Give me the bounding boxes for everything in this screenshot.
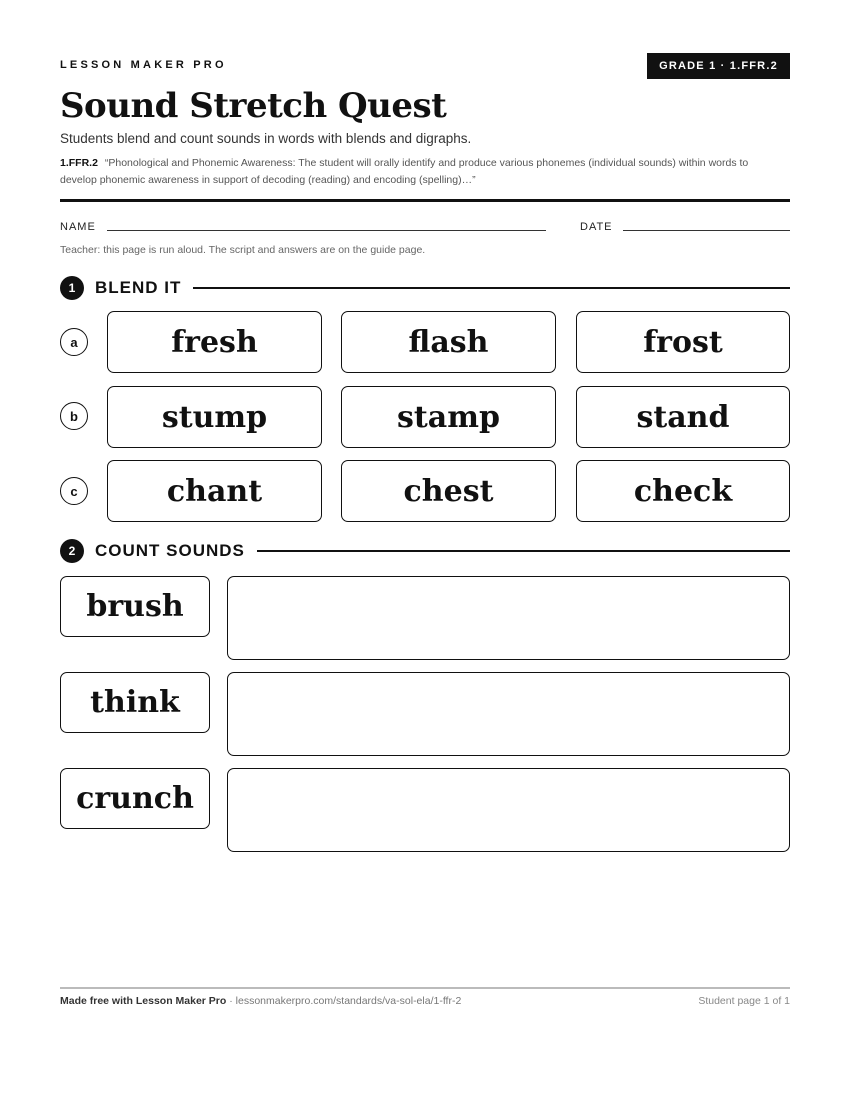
page-subtitle: Students blend and count sounds in words with blends and digraphs.	[60, 131, 472, 146]
section-number: 1	[60, 276, 84, 300]
grade-badge: GRADE 1 · 1.FFR.2	[647, 53, 790, 79]
count-word-card: brush	[60, 576, 210, 637]
standard-code: 1.FFR.2	[60, 157, 98, 169]
date-line[interactable]	[623, 230, 790, 231]
teacher-note: Teacher: this page is run aloud. The script and answers are on the guide page.	[60, 244, 426, 256]
footer-page-number: Student page 1 of 1	[698, 995, 790, 1007]
section-title: COUNT SOUNDS	[95, 541, 245, 560]
answer-box[interactable]	[227, 672, 790, 756]
footer-url[interactable]: lessonmakerpro.com/standards/va-sol-ela/1-ffr-2	[235, 995, 462, 1007]
section-count-sounds-header	[60, 539, 790, 563]
section-divider	[257, 550, 790, 552]
name-label: NAME	[60, 221, 96, 233]
row-letter-c: c	[60, 477, 88, 505]
section-title: BLEND IT	[95, 278, 182, 297]
footer-separator: ·	[226, 995, 236, 1007]
answer-box[interactable]	[227, 576, 790, 660]
word-card: stamp	[341, 386, 556, 448]
footer-maker: Made free with Lesson Maker Pro	[60, 995, 227, 1007]
section-divider	[193, 287, 790, 289]
header-divider	[60, 199, 790, 202]
word-card: flash	[341, 311, 556, 373]
count-word-card: crunch	[60, 768, 210, 829]
section-blend-it-header	[60, 276, 790, 300]
count-word-card: think	[60, 672, 210, 733]
word-card: stand	[576, 386, 790, 448]
brand-name: LESSON MAKER PRO	[60, 59, 227, 71]
word-card: chant	[107, 460, 322, 522]
standard-text: “Phonological and Phonemic Awareness: The student will orally identify and produce various phonemes (individual sounds) within words to develop phonemic awareness in support of decoding (reading) and encoding (spelling)…”	[60, 157, 749, 186]
answer-box[interactable]	[227, 768, 790, 852]
word-card: check	[576, 460, 790, 522]
section-number: 2	[60, 539, 84, 563]
word-card: frost	[576, 311, 790, 373]
footer-divider	[60, 987, 790, 989]
row-letter-b: b	[60, 402, 88, 430]
date-label: DATE	[580, 221, 613, 233]
word-card: chest	[341, 460, 556, 522]
word-card: fresh	[107, 311, 322, 373]
word-card: stump	[107, 386, 322, 448]
page-title: Sound Stretch Quest	[60, 86, 447, 126]
standard-description	[60, 155, 780, 189]
footer-credit	[60, 995, 461, 1007]
row-letter-a: a	[60, 328, 88, 356]
name-line[interactable]	[107, 230, 546, 231]
